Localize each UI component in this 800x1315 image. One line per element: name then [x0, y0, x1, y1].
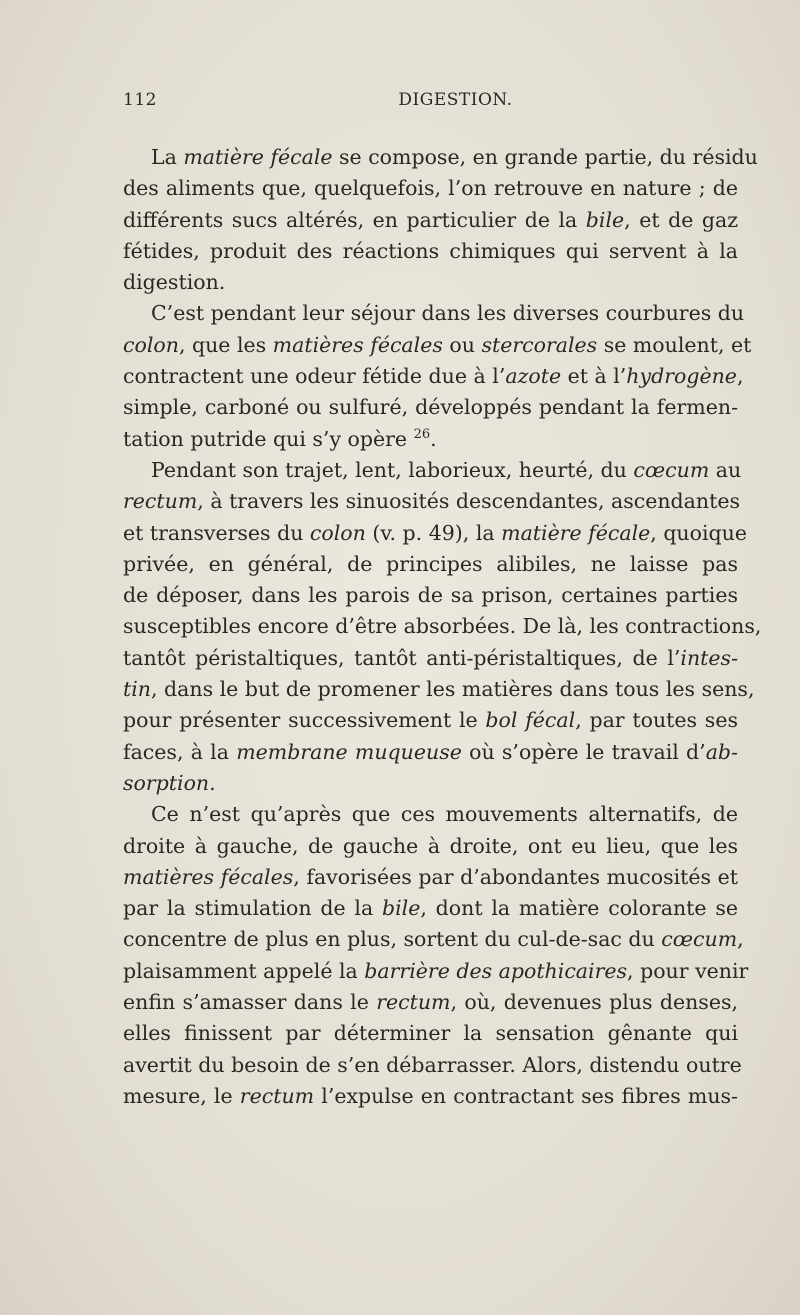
text-line [123, 361, 744, 392]
text-segment: , et de gaz [624, 207, 738, 232]
text-segment: des aliments que, quelquefois, l’on retrouve en nature ; de [123, 176, 738, 201]
italic-term: tin [123, 677, 151, 702]
text-segment: susceptibles encore d’être absorbées. De là, les contractions, [123, 614, 762, 639]
text-segment: , favorisées par d’abondantes mucosités et [293, 864, 739, 889]
text-line [123, 987, 738, 1018]
italic-term: azote [505, 364, 562, 389]
text-segment: , à travers les sinuosités descendantes, ascendantes [197, 489, 740, 514]
text-segment: , que les [178, 332, 273, 357]
text-segment: , dans le but de promener les matières dans tous les sens, [151, 677, 755, 702]
text-segment: faces, à la [123, 739, 237, 764]
text-segment: elles finissent par déterminer la sensation gênante qui [123, 1021, 738, 1046]
text-line [123, 580, 738, 611]
text-segment: , [737, 927, 744, 952]
text-segment: privée, en général, de principes alibiles, ne laisse pas [123, 551, 738, 576]
text-segment: tation putride qui s’y opère [123, 426, 414, 451]
italic-term: cœcum [661, 927, 738, 952]
text-line [123, 205, 738, 236]
text-segment: , quoique [650, 520, 747, 545]
text-segment: simple, carboné ou sulfuré, développés pendant la fermen- [123, 395, 738, 420]
text-line [123, 173, 738, 204]
text-segment: plaisamment appelé la [123, 958, 365, 983]
italic-term: matière fécale [183, 145, 333, 169]
text-segment: C’est pendant leur séjour dans les diverses courbures du [151, 301, 745, 326]
text-segment: tantôt péristaltiques, tantôt anti-péristaltiques, de l’ [123, 645, 681, 670]
text-line [123, 298, 745, 329]
italic-term: matières fécales [123, 864, 294, 889]
text-segment: où s’opère le travail d’ [461, 739, 706, 764]
italic-term: barrière des apothicaires [364, 958, 628, 983]
text-line [123, 518, 747, 549]
text-line [123, 549, 738, 580]
text-line [123, 486, 738, 517]
text-segment: enfin s’amasser dans le [123, 990, 377, 1015]
text-segment: , par toutes ses [575, 708, 738, 733]
text-line [123, 893, 738, 924]
text-segment: avertit du besoin de s’en débarrasser. Alors, distendu outre [123, 1052, 742, 1077]
italic-term: rectum [239, 1083, 315, 1108]
text-line [123, 705, 738, 736]
text-line [123, 142, 758, 173]
text-segment: Pendant son trajet, lent, laborieux, heurté, du [151, 457, 634, 482]
text-segment: ou [442, 332, 482, 357]
text-line [123, 392, 738, 423]
text-line [123, 956, 749, 987]
text-segment: concentre de plus en plus, sortent du cul-de-sac du [123, 927, 662, 952]
text-line [123, 768, 738, 799]
italic-term: ab- [705, 739, 738, 764]
text-line [123, 1050, 742, 1081]
text-segment: par la stimulation de la [123, 896, 382, 921]
text-line [123, 236, 738, 267]
text-segment: . [430, 426, 437, 451]
footnote-ref: 26 [413, 426, 431, 442]
page-header [123, 90, 738, 114]
text-segment: La [151, 145, 184, 169]
italic-term: colon [309, 520, 366, 545]
text-segment: fétides, produit des réactions chimiques qui servent à la [123, 238, 738, 263]
text-line [123, 674, 755, 705]
text-segment: et transverses du [123, 520, 310, 545]
text-line [123, 424, 738, 455]
text-line [123, 267, 738, 298]
text-segment: au [709, 457, 742, 482]
text-segment: , où, devenues plus denses, [450, 990, 738, 1015]
text-segment: (v. p. 49), la [365, 520, 502, 545]
italic-term: rectum [123, 489, 198, 514]
text-segment: digestion. [123, 270, 226, 295]
text-line [123, 924, 744, 955]
text-line [123, 737, 738, 768]
text-line [123, 799, 738, 830]
italic-term: matière fécale [501, 520, 651, 545]
text-segment: Ce n’est qu’après que ces mouvements alternatifs, de [151, 802, 738, 827]
italic-term: cœcum [633, 457, 710, 482]
text-segment: contractent une odeur fétide due à l’ [123, 364, 506, 389]
text-line [123, 455, 742, 486]
text-segment: pour présenter successivement le [123, 708, 486, 733]
italic-term: colon [123, 332, 179, 357]
text-segment: se compose, en grande partie, du résidu [332, 145, 758, 169]
text-line [123, 643, 738, 674]
italic-term: membrane muqueuse [236, 739, 462, 764]
text-segment: différents sucs altérés, en particulier de la [123, 207, 586, 232]
text-line [123, 1081, 738, 1112]
italic-term: stercorales [481, 332, 598, 357]
text-segment: , dont la matière colorante se [420, 896, 738, 921]
italic-term: bile [381, 896, 421, 921]
text-segment: se moulent, et [597, 332, 752, 357]
text-line [123, 862, 738, 893]
text-segment: , [736, 364, 744, 389]
text-segment: de déposer, dans les parois de sa prison, certaines parties [123, 583, 738, 608]
italic-term: matières fécales [272, 332, 443, 357]
page-number: 112 [123, 90, 157, 110]
italic-term: rectum [376, 990, 451, 1015]
italic-term: bile [585, 207, 625, 232]
italic-term: intes- [680, 645, 738, 670]
text-segment: l’expulse en contractant ses fibres mus- [314, 1083, 738, 1108]
text-line [123, 611, 762, 642]
text-segment: droite à gauche, de gauche à droite, ont eu lieu, que les [123, 833, 738, 858]
body-text [123, 142, 762, 1112]
text-line [123, 1018, 738, 1049]
running-title: DIGESTION. [398, 90, 513, 110]
italic-term: hydrogène [626, 364, 737, 389]
text-segment: , pour venir [627, 958, 749, 983]
text-line [123, 831, 738, 862]
text-line [123, 330, 752, 361]
italic-term: sorption. [123, 770, 216, 795]
italic-term: bol fécal [485, 708, 576, 733]
text-segment: et à l’ [561, 364, 627, 389]
text-segment: mesure, le [123, 1083, 240, 1108]
